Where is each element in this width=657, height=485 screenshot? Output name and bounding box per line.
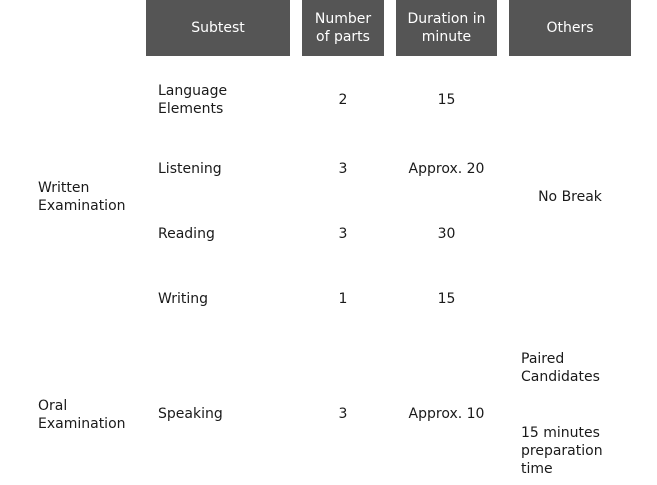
table-row-speaking-duration: Approx. 10 (408, 406, 485, 422)
others-oral-line1: Paired (521, 351, 565, 367)
table-row-writing-duration: 15 (437, 291, 456, 307)
section-oral-line2: Examination (38, 416, 126, 432)
header-others (509, 0, 631, 56)
header-number-of-parts (302, 0, 384, 56)
header-subtest (146, 0, 290, 56)
header-duration (396, 0, 497, 56)
subtest-language-line1: Language (158, 83, 228, 99)
header-others-label: Others (546, 20, 594, 36)
table-row-speaking-subtest: Speaking (158, 406, 223, 422)
table-row-language-elements-parts: 2 (338, 92, 348, 108)
section-oral-line1: Oral (38, 398, 68, 414)
section-oral-examination (38, 397, 126, 433)
header-number-of-parts-label (315, 10, 371, 46)
table-row-listening-parts: 3 (338, 161, 348, 177)
header-duration-line2: minute (421, 29, 472, 45)
table-row-reading-parts: 3 (338, 226, 348, 242)
others-oral-paired-candidates (521, 350, 600, 386)
header-duration-line1: Duration in (407, 11, 486, 27)
section-written-line1: Written (38, 180, 90, 196)
subtest-language-line2: Elements (158, 101, 224, 117)
others-oral-preparation-time (521, 424, 603, 478)
table-row-writing-subtest: Writing (158, 291, 208, 307)
others-oral-line5: time (521, 461, 553, 477)
header-parts-line1: Number (314, 11, 372, 27)
table-row-reading-subtest: Reading (158, 226, 215, 242)
table-row-listening-subtest: Listening (158, 161, 222, 177)
section-written-examination (38, 179, 126, 215)
table-row-writing-parts: 1 (338, 291, 348, 307)
others-oral-line3: 15 minutes (521, 425, 600, 441)
table-row-reading-duration: 30 (437, 226, 456, 242)
table-row-listening-duration: Approx. 20 (408, 161, 485, 177)
header-duration-label (407, 10, 485, 46)
others-oral-line2: Candidates (521, 369, 600, 385)
header-parts-line2: of parts (316, 29, 370, 45)
table-row-speaking-parts: 3 (338, 406, 348, 422)
section-written-line2: Examination (38, 198, 126, 214)
header-subtest-label: Subtest (191, 20, 245, 36)
table-row-language-elements-subtest (158, 82, 227, 118)
table-row-language-elements-duration: 15 (437, 92, 456, 108)
others-written-no-break: No Break (538, 189, 602, 205)
others-oral-line4: preparation (521, 443, 603, 459)
